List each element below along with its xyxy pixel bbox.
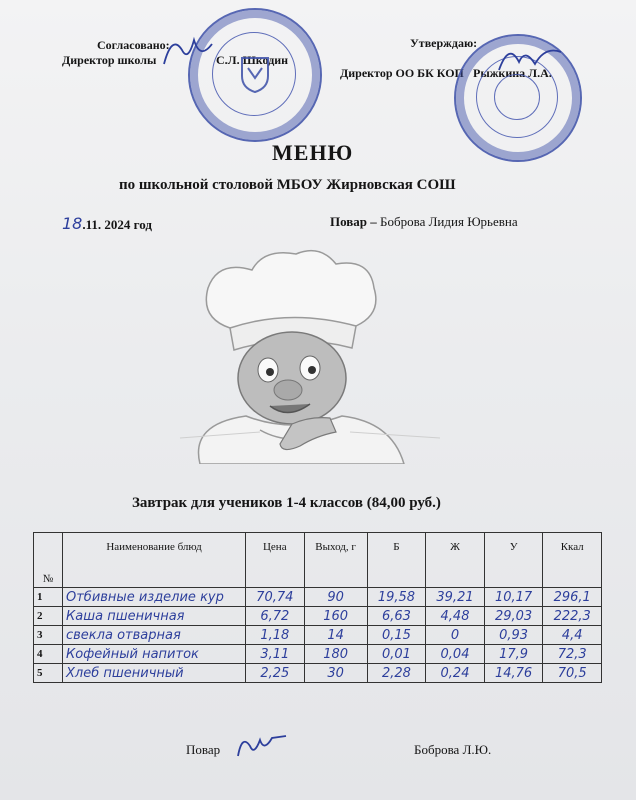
row-zh: 0 [426, 626, 485, 645]
row-u: 10,17 [484, 588, 543, 607]
row-zh: 0,24 [426, 664, 485, 683]
row-u: 0,93 [484, 626, 543, 645]
cook-info [330, 214, 518, 230]
row-u: 14,76 [484, 664, 543, 683]
cook-name: Боброва Лидия Юрьевна [380, 214, 518, 229]
row-zh: 0,04 [426, 645, 485, 664]
row-price: 70,74 [246, 588, 305, 607]
header-weight: Выход, г [304, 533, 367, 588]
page-subtitle: по школьной столовой МБОУ Жирновская СОШ [119, 177, 456, 193]
approver-signature-icon [495, 40, 565, 76]
row-weight: 30 [304, 664, 367, 683]
table-header-row [34, 533, 602, 588]
row-kcal: 70,5 [543, 664, 602, 683]
page-title: МЕНЮ [272, 140, 354, 165]
header-kcal: Ккал [543, 533, 602, 588]
row-number: 5 [34, 664, 63, 683]
row-number: 2 [34, 607, 63, 626]
header-fat: Ж [426, 533, 485, 588]
row-u: 29,03 [484, 607, 543, 626]
approval-right-role: Директор ОО БК КОП [340, 66, 464, 80]
header-protein: Б [367, 533, 426, 588]
meal-title: Завтрак для учеников 1-4 классов (84,00 руб.) [132, 495, 441, 511]
table-row [34, 645, 602, 664]
row-weight: 180 [304, 645, 367, 664]
row-zh: 4,48 [426, 607, 485, 626]
row-number: 1 [34, 588, 63, 607]
row-weight: 14 [304, 626, 367, 645]
approval-left-name: С.Л. Шкодин [216, 53, 289, 67]
approval-right-name: Рыжкина Л.А. [473, 66, 552, 80]
row-b: 19,58 [367, 588, 426, 607]
approval-right-label: Утверждаю: [410, 36, 478, 50]
row-dish-name: Хлеб пшеничный [63, 664, 246, 683]
row-kcal: 296,1 [543, 588, 602, 607]
row-kcal: 222,3 [543, 607, 602, 626]
cook-signature-icon [232, 728, 292, 762]
row-b: 0,01 [367, 645, 426, 664]
footer-cook-name: Боброва Л.Ю. [414, 742, 492, 757]
approval-left-label: Согласовано: [97, 38, 170, 52]
row-b: 6,63 [367, 607, 426, 626]
row-price: 1,18 [246, 626, 305, 645]
approval-left-role: Директор школы [62, 53, 157, 67]
row-price: 3,11 [246, 645, 305, 664]
row-b: 0,15 [367, 626, 426, 645]
row-u: 17,9 [484, 645, 543, 664]
row-dish-name: Каша пшеничная [63, 607, 246, 626]
header-price: Цена [246, 533, 305, 588]
row-price: 2,25 [246, 664, 305, 683]
director-signature-icon [160, 30, 220, 70]
cook-label: Повар – [330, 214, 377, 229]
chef-illustration-icon [160, 248, 460, 464]
menu-table [33, 532, 602, 683]
row-weight: 160 [304, 607, 367, 626]
row-b: 2,28 [367, 664, 426, 683]
school-stamp-icon [188, 8, 322, 142]
row-zh: 39,21 [426, 588, 485, 607]
table-row [34, 664, 602, 683]
header-dish-name: Наименование блюд [63, 533, 246, 588]
row-dish-name: Отбивные изделие кур [63, 588, 246, 607]
row-kcal: 4,4 [543, 626, 602, 645]
header-carbs: У [484, 533, 543, 588]
row-kcal: 72,3 [543, 645, 602, 664]
footer-cook-label: Повар [186, 742, 221, 757]
header-number: № [34, 533, 63, 588]
row-dish-name: свекла отварная [63, 626, 246, 645]
row-number: 3 [34, 626, 63, 645]
menu-date-rest: .11. 2024 год [82, 217, 152, 232]
row-price: 6,72 [246, 607, 305, 626]
table-row [34, 626, 602, 645]
row-weight: 90 [304, 588, 367, 607]
row-number: 4 [34, 645, 63, 664]
menu-date [62, 214, 152, 233]
table-row [34, 588, 602, 607]
table-row [34, 607, 602, 626]
row-dish-name: Кофейный напиток [63, 645, 246, 664]
menu-date-day: 18 [62, 214, 83, 233]
